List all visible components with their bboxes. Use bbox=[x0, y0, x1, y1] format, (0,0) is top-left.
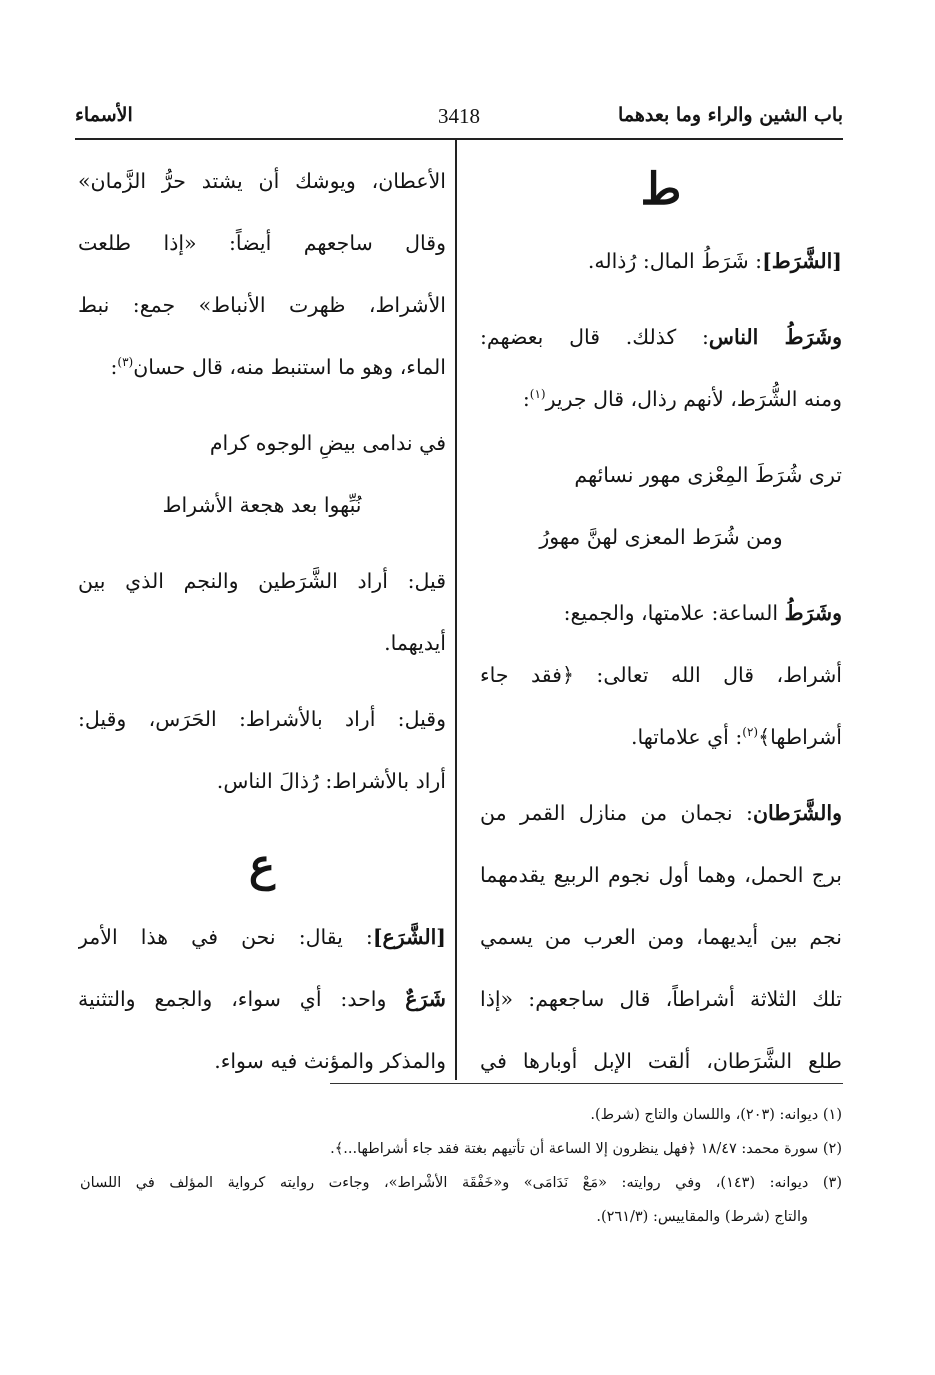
footnote-2: (٢) سورة محمد: ١٨/٤٧ ﴿فهل ينظرون إلا الساعة أن تأتيهم بغتة فقد جاء أشراطها...﴾. bbox=[330, 1141, 842, 1157]
section-letter-ta: ط bbox=[640, 164, 682, 215]
poem-line: في ندامى بيضِ الوجوه كرام bbox=[209, 431, 446, 455]
section-title: الأسماء bbox=[75, 104, 133, 126]
entry-line: قيل: أراد الشَّرَطين والنجم الذي بين bbox=[78, 569, 446, 593]
headword: [الشَّرَط] bbox=[762, 249, 842, 273]
entry-line bbox=[78, 336, 446, 398]
footnote-ref: (٣) bbox=[117, 355, 134, 370]
entry-text: الماء، وهو ما استنبط منه، قال حسان bbox=[133, 355, 446, 379]
entry-line: أشراط، قال الله تعالى: ﴿فقد جاء bbox=[480, 663, 842, 687]
entry-line: تلك الثلاثة أشراطاً، قال ساجعهم: «إذا bbox=[480, 987, 842, 1011]
entry-line: الأشراط، ظهرت الأنباط» جمع: نبط bbox=[78, 293, 446, 317]
entry-line bbox=[480, 306, 842, 368]
headword: [الشَّرَع] bbox=[372, 925, 446, 949]
entry-line bbox=[480, 582, 842, 644]
entry-text: : bbox=[110, 355, 118, 379]
headword: شَرَعٌ bbox=[405, 987, 446, 1011]
entry-text: واحد: أي سواء، والجمع والتثنية bbox=[78, 987, 387, 1011]
page-header bbox=[75, 96, 843, 140]
entry-line bbox=[480, 706, 842, 768]
entry-line: طلع الشَّرَطان، ألقت الإبل أوبارها في bbox=[480, 1049, 842, 1073]
footnote-3: (٣) ديوانه: (١٤٣)، وفي روايته: «مَعْ نَدَامَى» و«خَفْقَة الأشْراط»، وجاءت روايته كرواية المؤلف في اللسان bbox=[80, 1175, 842, 1191]
page-number: 3418 bbox=[438, 104, 480, 128]
footnotes bbox=[80, 1098, 842, 1234]
entry-line: الأعطان، ويوشك أن يشتد حرُّ الزَّمان» bbox=[78, 169, 446, 193]
left-column bbox=[78, 150, 446, 1092]
entry-text: : أي علاماتها. bbox=[630, 725, 743, 749]
chapter-title: باب الشين والراء وما بعدهما bbox=[618, 104, 843, 126]
entry-line bbox=[480, 782, 842, 844]
headword: وشَرَطُ الناس bbox=[708, 325, 842, 349]
entry-text: : يقال: نحن في هذا الأمر bbox=[78, 925, 373, 949]
entry-line bbox=[480, 230, 842, 292]
entry-line: وقال ساجعهم أيضاً: «إذا طلعت bbox=[78, 231, 446, 255]
entry-text: : شَرَطُ المال: رُذاله. bbox=[587, 249, 763, 273]
headword: وشَرَطُ bbox=[784, 601, 842, 625]
poem-line: نُبِّهوا بعد هجعة الأشراط bbox=[162, 493, 362, 517]
footnote-3-cont: والتاج (شرط) والمقاييس: (٢٦١/٣). bbox=[596, 1209, 808, 1225]
column-divider bbox=[455, 140, 457, 1080]
entry-text: ومنه الشُّرَط، لأنهم رذال، قال جرير bbox=[545, 387, 842, 411]
entry-line: أراد بالأشراط: رُذالَ الناس. bbox=[216, 769, 446, 793]
entry-line bbox=[78, 968, 446, 1030]
entry-line: والمذكر والمؤنث فيه سواء. bbox=[214, 1049, 446, 1073]
poem-line: ومن شُرَط المعزى لهنَّ مهورُ bbox=[539, 525, 783, 549]
footnote-ref: (١) bbox=[529, 387, 546, 402]
entry-line bbox=[78, 906, 446, 968]
right-column bbox=[480, 150, 842, 1092]
entry-text: : bbox=[522, 387, 530, 411]
footnote-ref: (٢) bbox=[742, 725, 759, 740]
header-rule bbox=[75, 138, 843, 140]
entry-text: : كذلك. قال بعضهم: bbox=[480, 325, 709, 349]
entry-text: الساعة: علامتها، والجميع: bbox=[563, 601, 779, 625]
entry-line: وقيل: أراد بالأشراط: الحَرَس، وقيل: bbox=[78, 707, 446, 731]
entry-text: أشراطها﴾ bbox=[758, 725, 842, 749]
footnote-1: (١) ديوانه: (٢٠٣)، واللسان والتاج (شرط). bbox=[590, 1107, 842, 1123]
footnote-rule bbox=[330, 1083, 843, 1084]
section-letter-ain: ع bbox=[248, 840, 276, 891]
entry-line bbox=[480, 368, 842, 430]
headword: والشَّرَطان bbox=[752, 801, 842, 825]
entry-line: أيديهما. bbox=[384, 631, 446, 655]
entry-line: برج الحمل، وهما أول نجوم الربيع يقدمهما bbox=[480, 863, 842, 887]
entry-text: : نجمان من منازل القمر من bbox=[480, 801, 753, 825]
poem-line: ترى شُرَطَ المِعْزى مهور نسائهم bbox=[574, 463, 842, 487]
entry-line: نجم بين أيديهما، ومن العرب من يسمي bbox=[480, 925, 842, 949]
